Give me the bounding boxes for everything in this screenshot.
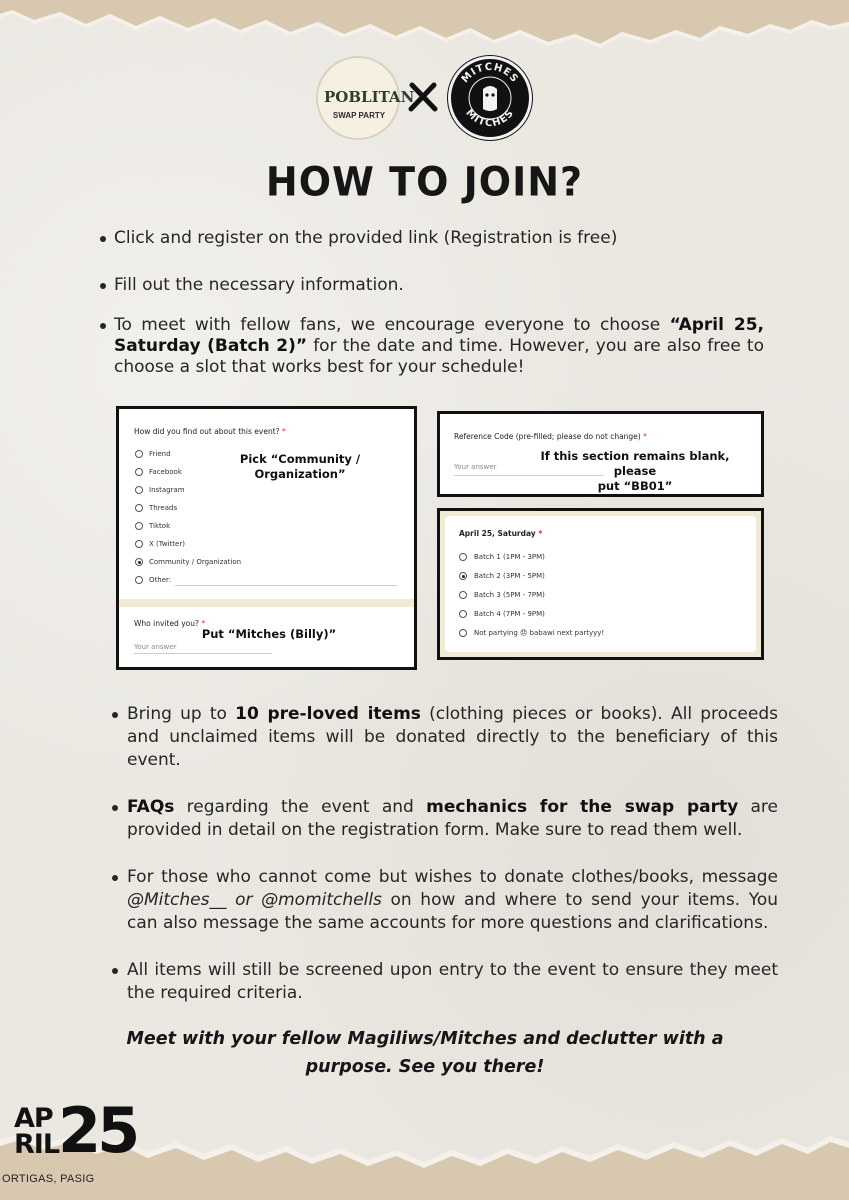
- option-other: Other:: [149, 576, 172, 584]
- form-screenshot-reference: [437, 411, 764, 497]
- other-input-line[interactable]: [175, 585, 397, 586]
- poblitan-swap-party-logo: [316, 56, 415, 140]
- date-month-line1: AP: [14, 1103, 53, 1134]
- poblitan-logo-word: POBLITAN: [324, 88, 415, 106]
- radio-batch-3[interactable]: [459, 591, 467, 599]
- radio-batch-4[interactable]: [459, 610, 467, 618]
- step-fill-info: Fill out the necessary information.: [98, 275, 764, 296]
- poblitan-logo-sub: SWAP PARTY: [332, 111, 386, 120]
- option-threads: Threads: [149, 504, 178, 512]
- event-date-badge: [14, 1094, 138, 1168]
- logo-row: [0, 56, 849, 142]
- date-day: 25: [58, 1094, 137, 1167]
- instructions-top: [98, 228, 764, 378]
- source-question: How did you find out about this event? *: [134, 427, 286, 436]
- collab-x-icon: [408, 82, 438, 112]
- svg-text:MITCHES: MITCHES: [459, 61, 521, 86]
- date-form-card: [445, 516, 756, 652]
- date-question: April 25, Saturday *: [459, 529, 543, 538]
- radio-threads[interactable]: [135, 504, 143, 512]
- source-annotation: Pick “Community / Organization”: [239, 452, 361, 481]
- option-batch-2: Batch 2 (3PM - 5PM): [474, 572, 545, 580]
- radio-batch-2[interactable]: [459, 572, 467, 580]
- option-batch-3: Batch 3 (5PM - 7PM): [474, 591, 545, 599]
- inviter-placeholder: Your answer: [134, 643, 177, 651]
- event-location: ORTIGAS, PASIG: [2, 1173, 95, 1185]
- option-facebook: Facebook: [149, 468, 182, 476]
- option-tiktok: Tiktok: [149, 522, 171, 530]
- reference-placeholder: Your answer: [454, 463, 497, 471]
- radio-facebook[interactable]: [135, 468, 143, 476]
- option-batch-1: Batch 1 (1PM - 3PM): [474, 553, 545, 561]
- radio-batch-1[interactable]: [459, 553, 467, 561]
- inviter-question: Who invited you? *: [134, 619, 206, 628]
- step-donate: For those who cannot come but wishes to donate clothes/books, message @Mitches__ or @momitchells on how and where to send your items. You can also message the same accounts for more questions and clarifications.: [110, 866, 778, 935]
- radio-not-partying[interactable]: [459, 629, 467, 637]
- date-month-line2: RIL: [14, 1129, 60, 1160]
- page-title: HOW TO JOIN?: [265, 158, 584, 206]
- step-screening: All items will still be screened upon entry to the event to ensure they meet the required criteria.: [110, 959, 778, 1005]
- step-faqs: FAQs regarding the event and mechanics for the swap party are provided in detail on the registration form. Make sure to read them well.: [110, 796, 778, 842]
- mitches-logo: [448, 56, 532, 140]
- form-divider: [119, 599, 414, 607]
- radio-instagram[interactable]: [135, 486, 143, 494]
- closing-message: Meet with your fellow Magiliws/Mitches and declutter with a purpose. See you there!: [126, 1029, 724, 1077]
- instructions-bottom: [110, 703, 778, 1005]
- mitches-ring-text: [451, 59, 529, 137]
- step-choose-slot: To meet with fellow fans, we encourage everyone to choose “April 25, Saturday (Batch 2)” for the date and time. However, you are also free to choose a slot that works best for your schedule!: [98, 315, 764, 378]
- radio-friend[interactable]: [135, 450, 143, 458]
- radio-tiktok[interactable]: [135, 522, 143, 530]
- radio-x-twitter[interactable]: [135, 540, 143, 548]
- form-screenshot-source: [116, 406, 417, 670]
- radio-other[interactable]: [135, 576, 143, 584]
- option-community-organization: Community / Organization: [149, 558, 242, 566]
- inviter-input-line[interactable]: [134, 653, 272, 654]
- radio-community-organization[interactable]: [135, 558, 143, 566]
- inviter-annotation: Put “Mitches (Billy)”: [201, 627, 337, 641]
- svg-text:MITCHES: MITCHES: [463, 107, 517, 130]
- step-bring-items: Bring up to 10 pre-loved items (clothing pieces or books). All proceeds and unclaimed items will be donated directly to the beneficiary of this event.: [110, 703, 778, 772]
- option-x-twitter: X (Twitter): [149, 540, 185, 548]
- option-batch-4: Batch 4 (7PM - 9PM): [474, 610, 545, 618]
- torn-paper-top: [0, 0, 849, 60]
- reference-question: Reference Code (pre-filled; please do not change) *: [454, 432, 647, 441]
- form-screenshot-date: [437, 508, 764, 660]
- option-instagram: Instagram: [149, 486, 185, 494]
- step-register: Click and register on the provided link (Registration is free): [98, 228, 764, 249]
- reference-annotation: If this section remains blank, please put “BB01”: [540, 449, 730, 493]
- option-not-partying: Not partying 😞 babawi next partyyy!: [474, 629, 605, 637]
- option-friend: Friend: [149, 450, 171, 458]
